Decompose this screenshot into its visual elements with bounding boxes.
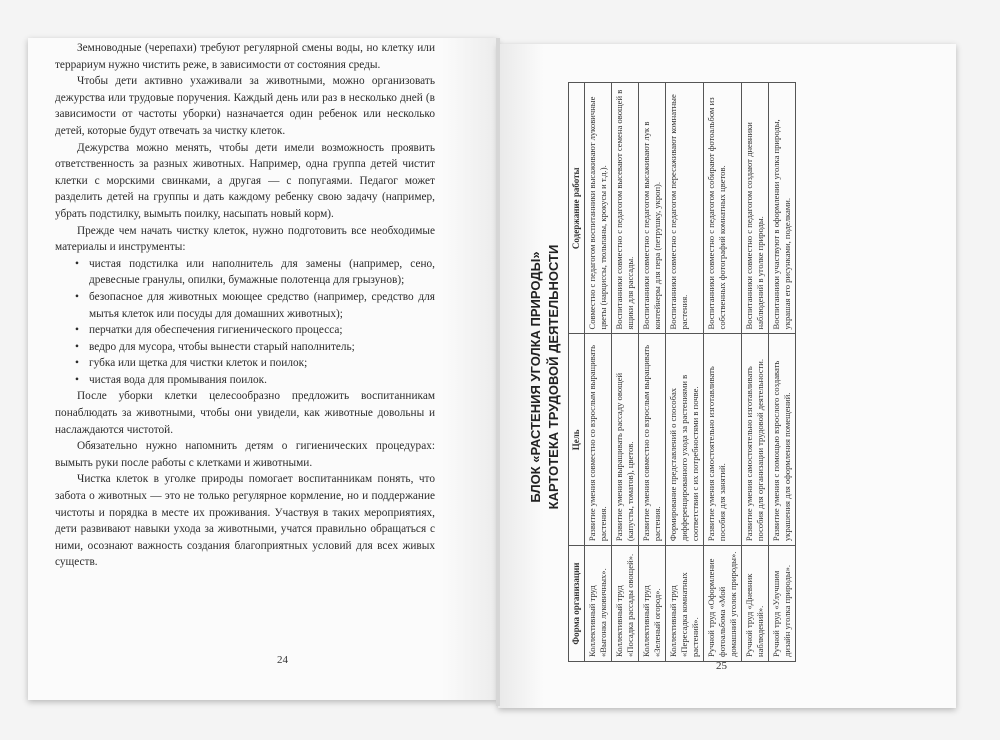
list-item: • чистая подстилка или наполнитель для замены (например, сено, древесные гранулы, опилки, бумажные полотенца для грызунов); bbox=[89, 256, 435, 289]
table-row bbox=[666, 83, 704, 662]
table-cell: Воспитанники совместно с педагогом собирают фотоальбом из собственных фотографий комнатных цветов. bbox=[704, 83, 742, 335]
list-item: • губка или щетка для чистки клеток и поилок; bbox=[89, 355, 435, 372]
materials-list bbox=[55, 256, 435, 389]
book-spine bbox=[496, 38, 500, 706]
paragraph: Прежде чем начать чистку клеток, нужно подготовить все необходимые материалы и инструменты: bbox=[55, 224, 435, 254]
table-cell: Воспитанники совместно с педагогом пересаживают комнатные растения. bbox=[666, 83, 704, 335]
paragraph: Дежурства можно менять, чтобы дети имели возможность проявить ответственность за разных животных. Например, одна группа детей чистит клетки с морскими свинками, а другая — с попугаями. Педагог может разделить детей на группы и дать каждому ребенку свою задачу (например, убрать подстилку, вымыть поилку, насыпать новый корм). bbox=[55, 141, 435, 220]
table-row bbox=[612, 83, 639, 662]
table-cell: Воспитанники совместно с педагогом создают дневники наблюдений в уголке природы. bbox=[742, 83, 769, 335]
table-cell: Воспитанники участвуют в оформлении уголка природы, украшая его рисунками, поделками. bbox=[769, 83, 796, 335]
table-cell: Развитие умения с помощью взрослого создавать украшения для оформления помещений. bbox=[769, 334, 796, 546]
activity-table bbox=[568, 82, 796, 662]
table-header-row bbox=[569, 83, 585, 662]
table-cell: Коллективный труд «Пересадка комнатных растений». bbox=[666, 546, 704, 662]
table-cell: Формирование представлений о способах дифференцированного ухода за растениями в соответствии с их потребностями в почве. bbox=[666, 334, 704, 546]
paragraph: Чтобы дети активно ухаживали за животными, можно организовать дежурства или трудовые поручения. Каждый день или раз в несколько дней (в зависимости от частоты уборки) назначается один ребенок или несколько детей, которые будут отвечать за чистку клеток. bbox=[55, 75, 435, 137]
table-cell: Развитие умения совместно со взрослым выращивать растения. bbox=[585, 334, 612, 546]
table-row bbox=[704, 83, 742, 662]
paragraph: Земноводные (черепахи) требуют регулярной смены воды, но клетку или террариум нужно чистить реже, в зависимости от состояния среды. bbox=[55, 42, 435, 71]
paragraph: Обязательно нужно напомнить детям о гигиенических процедурах: вымыть руки после работы с клетками и животными. bbox=[55, 440, 435, 469]
table-cell: Совместно с педагогом воспитанники высаживают луковичные цветы (нарциссы, тюльпаны, крокусы и т.д.). bbox=[585, 83, 612, 335]
block-subtitle: КАРТОТЕКА ТРУДОВОЙ ДЕЯТЕЛЬНОСТИ bbox=[546, 244, 561, 510]
header-goal: Цель bbox=[569, 334, 585, 546]
page-number-right: 25 bbox=[716, 660, 727, 672]
list-item: • ведро для мусора, чтобы вынести старый наполнитель; bbox=[89, 339, 435, 356]
table-cell: Развитие умения совместно со взрослым выращивать растения. bbox=[639, 334, 666, 546]
table-row bbox=[742, 83, 769, 662]
table-cell: Развитие умения самостоятельно изготавливать пособия для занятий. bbox=[704, 334, 742, 546]
table-row bbox=[585, 83, 612, 662]
header-content: Содержание работы bbox=[569, 83, 585, 335]
table-cell: Коллективный труд «Выгонка луковичных». bbox=[585, 546, 612, 662]
header-form: Форма организации bbox=[569, 546, 585, 662]
table-cell: Ручной труд «Улучшим дизайн уголка природы». bbox=[769, 546, 796, 662]
rotated-table-block bbox=[528, 82, 888, 672]
table-row bbox=[769, 83, 796, 662]
table-cell: Воспитанники совместно с педагогом высаживают лук в контейнеры для пера (петрушку, укроп). bbox=[639, 83, 666, 335]
block-title: БЛОК «РАСТЕНИЯ УГОЛКА ПРИРОДЫ» bbox=[528, 251, 543, 503]
table-cell: Коллективный труд «Посадка рассады овощей». bbox=[612, 546, 639, 662]
list-item: • безопасное для животных моющее средство (например, средство для мытья клеток или посуды для домашних животных); bbox=[89, 289, 435, 322]
table-row bbox=[639, 83, 666, 662]
table-cell: Развитие умения выращивать рассаду овощей (капусты, томатов), цветов. bbox=[612, 334, 639, 546]
table-cell: Ручной труд «Дневник наблюдений». bbox=[742, 546, 769, 662]
paragraph: После уборки клетки целесообразно предложить воспитанникам понаблюдать за животными, чтобы они увидели, как животные довольны и наслаждаются чистотой. bbox=[55, 390, 435, 436]
table-cell: Воспитанники совместно с педагогом высевают семена овощей в ящики для рассады. bbox=[612, 83, 639, 335]
page-number-left: 24 bbox=[277, 654, 288, 666]
table-cell: Ручной труд «Оформление фотоальбома «Мой домашний уголок природы». bbox=[704, 546, 742, 662]
list-item: • чистая вода для промывания поилок. bbox=[89, 372, 435, 389]
list-item: • перчатки для обеспечения гигиенического процесса; bbox=[89, 322, 435, 339]
paragraph: Чистка клеток в уголке природы помогает воспитанникам понять, что забота о животных — это не только регулярное кормление, но и поддержание чистоты и порядка в месте их проживания. Участвуя в таких мероприятиях, дети развивают навыки ухода за животными, учатся правильно обращаться с ними, осознают важность создания благоприятных условий для всех живых существ. bbox=[55, 473, 435, 569]
table-cell: Развитие умения самостоятельно изготавливать пособия для организации трудовой деятельности. bbox=[742, 334, 769, 546]
table-cell: Коллективный труд «Зеленый огород». bbox=[639, 546, 666, 662]
left-page-text bbox=[55, 40, 435, 571]
